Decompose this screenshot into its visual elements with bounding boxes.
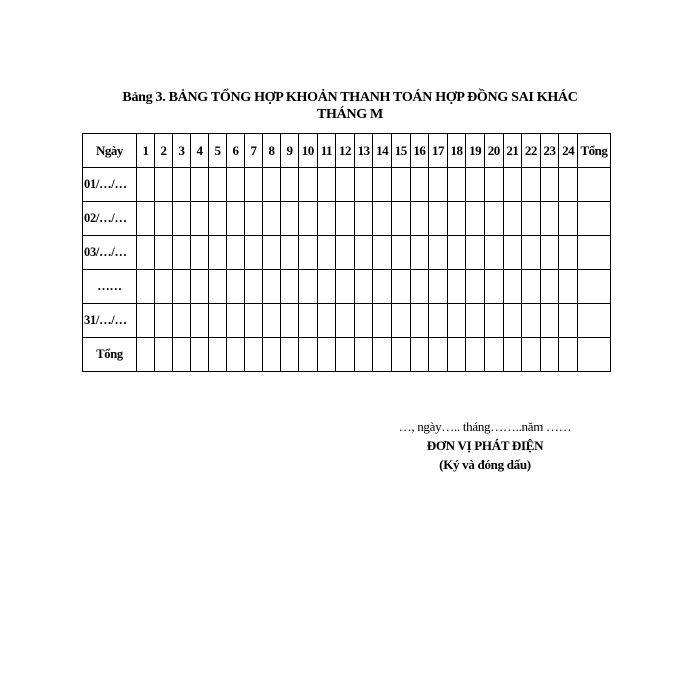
signature-note: (Ký và đóng dấu) [439,457,531,472]
table-cell [245,304,263,338]
table-row [83,338,611,372]
table-cell [410,338,429,372]
table-cell [227,338,245,372]
table-cell [281,202,299,236]
header-hour: 18 [447,134,466,168]
table-cell [281,236,299,270]
table-cell [577,270,610,304]
table-cell [173,202,191,236]
table-cell [540,236,559,270]
header-hour: 2 [155,134,173,168]
table-row [83,304,611,338]
table-cell [391,338,410,372]
table-cell [503,270,522,304]
table-cell [137,202,155,236]
table-cell [137,338,155,372]
table-cell [227,270,245,304]
table-cell [209,304,227,338]
table-cell [391,236,410,270]
table-cell [354,202,373,236]
header-total: Tổng [577,134,610,168]
table-cell [466,236,485,270]
table-cell [191,202,209,236]
table-cell [429,168,448,202]
table-cell [281,168,299,202]
table-cell [503,304,522,338]
table-cell [245,202,263,236]
table-cell [137,270,155,304]
header-hour: 20 [484,134,503,168]
header-hour: 1 [137,134,155,168]
table-cell [336,304,355,338]
table-cell [173,304,191,338]
table-cell [191,304,209,338]
table-cell [354,236,373,270]
table-cell [577,168,610,202]
signature-block [370,417,600,474]
table-cell [484,338,503,372]
table-cell [336,270,355,304]
table-cell [410,236,429,270]
table-cell [447,270,466,304]
table-cell [173,338,191,372]
table-cell [299,202,318,236]
row-label: 31/…/… [83,304,137,338]
table-cell [155,304,173,338]
header-hour: 17 [429,134,448,168]
table-cell [137,168,155,202]
table-cell [245,236,263,270]
table-cell [299,304,318,338]
header-hour: 11 [317,134,336,168]
table-cell [155,338,173,372]
table-cell [391,304,410,338]
table-cell [429,304,448,338]
table-cell [354,304,373,338]
table-cell [263,168,281,202]
table-title-line2: THÁNG M [317,107,383,122]
table-title-line1: Bảng 3. BẢNG TỔNG HỢP KHOẢN THANH TOÁN HỢP ĐỒNG SAI KHÁC [122,90,578,105]
table-cell [503,236,522,270]
table-cell [559,168,578,202]
header-hour: 9 [281,134,299,168]
table-cell [336,338,355,372]
header-hour: 23 [540,134,559,168]
table-cell [429,270,448,304]
table-cell [245,338,263,372]
row-label: 03/…/… [83,236,137,270]
table-cell [191,270,209,304]
table-cell [354,338,373,372]
table-cell [577,202,610,236]
table-cell [540,202,559,236]
table-cell [410,304,429,338]
table-cell [484,270,503,304]
table-cell [317,270,336,304]
header-hour: 16 [410,134,429,168]
table-cell [227,304,245,338]
table-cell [263,236,281,270]
table-row [83,168,611,202]
table-cell [503,168,522,202]
table-cell [173,168,191,202]
table-cell [429,236,448,270]
table-cell [354,168,373,202]
table-cell [447,338,466,372]
table-row [83,270,611,304]
table-cell [503,202,522,236]
header-hour: 22 [522,134,541,168]
table-cell [155,270,173,304]
table-cell [263,202,281,236]
table-cell [336,236,355,270]
header-hour: 4 [191,134,209,168]
table-cell [410,270,429,304]
table-row [83,236,611,270]
table-title [80,89,620,123]
table-cell [317,202,336,236]
table-cell [317,236,336,270]
header-hour: 12 [336,134,355,168]
table-cell [484,304,503,338]
table-cell [299,168,318,202]
table-cell [559,236,578,270]
table-cell [299,338,318,372]
table-cell [191,236,209,270]
header-hour: 6 [227,134,245,168]
table-cell [391,270,410,304]
table-cell [373,168,392,202]
header-day: Ngày [83,134,137,168]
table-cell [173,236,191,270]
table-cell [281,304,299,338]
table-cell [484,168,503,202]
table-cell [410,168,429,202]
table-cell [373,270,392,304]
table-cell [137,304,155,338]
header-hour: 5 [209,134,227,168]
table-cell [209,168,227,202]
table-cell [299,236,318,270]
table-cell [447,168,466,202]
table-cell [429,202,448,236]
row-label: 01/…/… [83,168,137,202]
table-cell [466,270,485,304]
table-cell [540,168,559,202]
table-cell [191,338,209,372]
header-hour: 19 [466,134,485,168]
table-cell [245,168,263,202]
table-cell [391,168,410,202]
table-cell [209,236,227,270]
table-cell [522,338,541,372]
signature-date-line: …, ngày….. tháng……..năm …… [398,419,572,434]
row-label: 02/…/… [83,202,137,236]
table-cell [447,236,466,270]
header-hour: 24 [559,134,578,168]
table-cell [227,236,245,270]
table-cell [155,236,173,270]
table-row [83,202,611,236]
table-cell [191,168,209,202]
table-cell [137,236,155,270]
table-cell [373,236,392,270]
table-cell [577,304,610,338]
table-cell [354,270,373,304]
table-cell [522,202,541,236]
table-cell [373,202,392,236]
row-label: Tổng [83,338,137,372]
table-cell [466,202,485,236]
table-cell [209,202,227,236]
table-cell [503,338,522,372]
header-hour: 8 [263,134,281,168]
table-cell [281,270,299,304]
table-cell [155,168,173,202]
table-cell [173,270,191,304]
table-cell [209,338,227,372]
table-cell [429,338,448,372]
table-cell [447,202,466,236]
table-cell [373,304,392,338]
table-cell [522,236,541,270]
table-cell [209,270,227,304]
table-cell [522,168,541,202]
table-cell [522,270,541,304]
header-hour: 7 [245,134,263,168]
table-cell [281,338,299,372]
table-cell [336,202,355,236]
table-cell [263,338,281,372]
table-cell [559,304,578,338]
table-cell [391,202,410,236]
table-cell [155,202,173,236]
table-cell [559,270,578,304]
table-cell [336,168,355,202]
header-hour: 21 [503,134,522,168]
table-cell [559,338,578,372]
table-header-row [83,134,611,168]
table-cell [484,236,503,270]
table-cell [317,338,336,372]
table-cell [317,168,336,202]
table-cell [540,304,559,338]
table-cell [245,270,263,304]
header-hour: 10 [299,134,318,168]
header-hour: 15 [391,134,410,168]
signature-unit: ĐƠN VỊ PHÁT ĐIỆN [426,438,544,453]
table-cell [299,270,318,304]
table-cell [559,202,578,236]
table-cell [373,338,392,372]
table-cell [522,304,541,338]
table-cell [540,270,559,304]
table-cell [447,304,466,338]
header-hour: 14 [373,134,392,168]
header-hour: 13 [354,134,373,168]
table-cell [227,168,245,202]
table-cell [484,202,503,236]
row-label: …… [83,270,137,304]
settlement-table [82,133,611,372]
table-cell [317,304,336,338]
table-cell [466,304,485,338]
header-hour: 3 [173,134,191,168]
table-cell [263,270,281,304]
table-cell [577,338,610,372]
table-cell [227,202,245,236]
table-cell [410,202,429,236]
table-cell [577,236,610,270]
table-cell [466,338,485,372]
table-cell [263,304,281,338]
table-cell [466,168,485,202]
table-cell [540,338,559,372]
